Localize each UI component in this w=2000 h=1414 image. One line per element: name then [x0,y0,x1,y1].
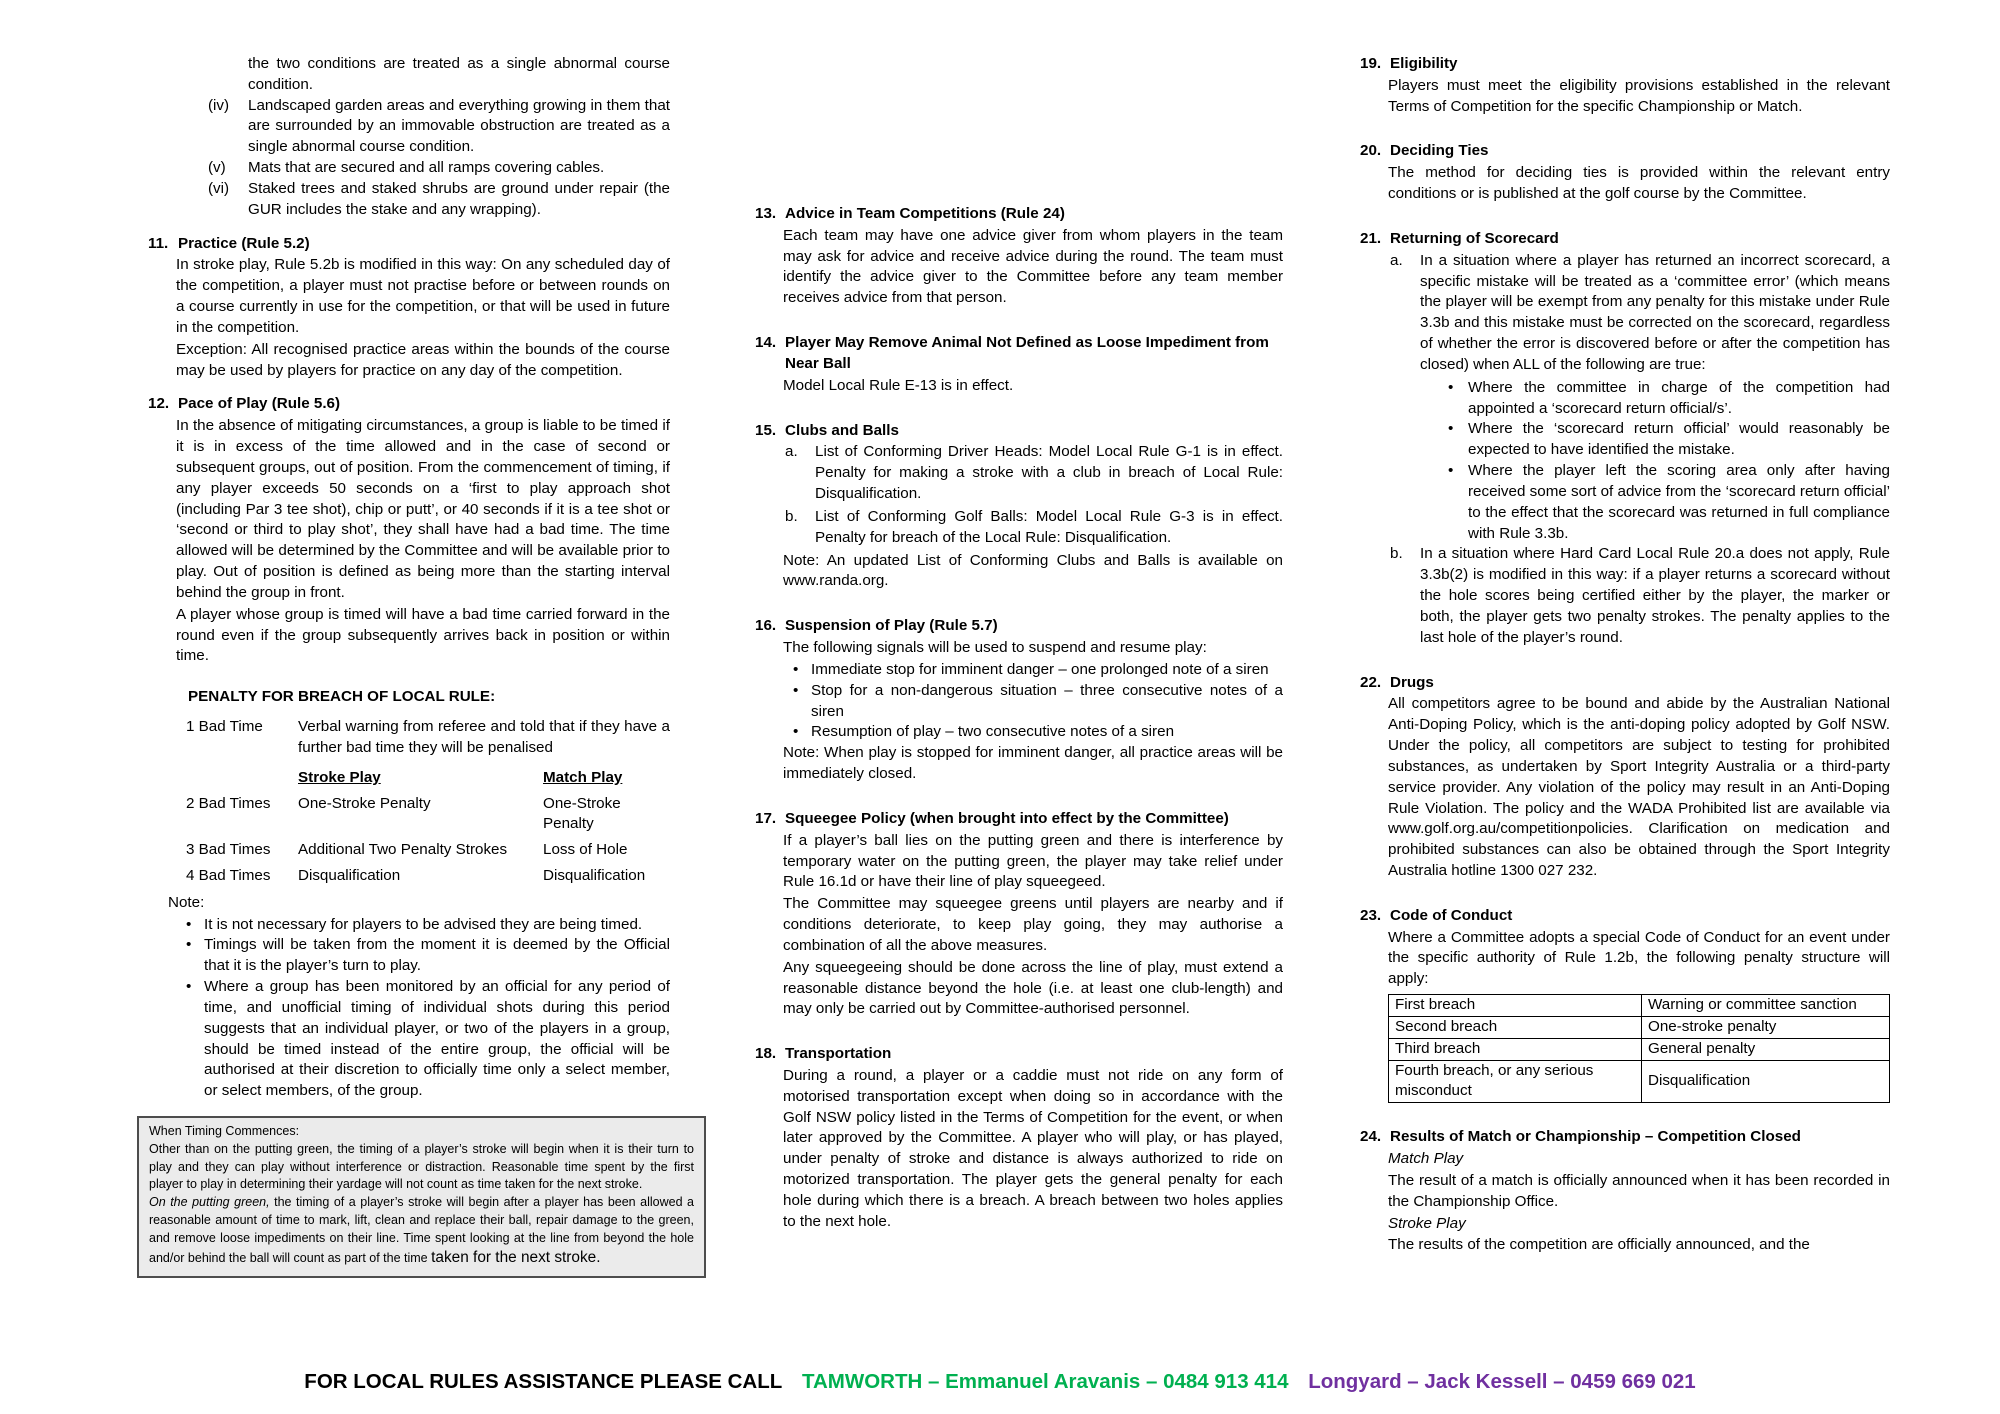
box-paragraph [149,1141,694,1194]
box-italic-lead: On the putting green, [149,1195,270,1210]
penalty-label-spacer [186,768,298,789]
list-item [208,179,670,221]
list-marker [208,54,248,96]
section-number: 21. [1360,229,1382,247]
bullet-marker: • [1448,378,1454,396]
section-heading [1360,673,1890,694]
section-heading [755,421,1283,442]
list-item [793,660,1283,681]
list-item [1448,461,1890,544]
list-item-text: In a situation where a player has returned an incorrect scorecard, a specific mistake will be treated as a ‘committee error’ (which means the player will be exempt from any penalty for this mistake under Rule 3.3b and this mistake must be corrected on the scorecard, regardless of whether the error is discovered before or after the competition has closed) when ALL of the following are true: [1420,251,1890,373]
penalty-match-play-value: One-Stroke Penalty [543,794,621,833]
paragraph: Exception: All recognised practice areas within the bounds of the course may be used by players for practice on any day of the competition. [176,340,670,379]
list-item [785,507,1283,549]
list-item [186,915,670,936]
list-item-text: List of Conforming Driver Heads: Model Local Rule G-1 is in effect. Penalty for making a stroke with a club in breach of Local Rule: Disqualification. [815,443,1283,503]
list-item-text: Resumption of play – two consecutive notes of a siren [811,723,1175,741]
list-item [1448,378,1890,420]
table-row [1389,995,1890,1017]
list-item-text: Immediate stop for imminent danger – one prolonged note of a siren [811,660,1269,678]
section-title: Drugs [1390,673,1434,691]
box-text: Other than on the putting green, the timing of a player’s stroke will begin when it is their turn to play and they can play without interference or distraction. Reasonable time spent by the first player to play in determining their yardage will not count as time taken for the next stroke. [149,1141,694,1192]
list-marker: a. [785,443,798,461]
section-title: Deciding Ties [1390,142,1489,160]
list-item [186,717,670,759]
section-number: 19. [1360,55,1382,72]
penalty-match-play-value: Disqualification [543,866,646,884]
section-title: Practice (Rule 5.2) [178,234,310,252]
paragraph: The result of a match is officially announced when it has been recorded in the Championship Office. [1388,1171,1890,1210]
penalty-label: 4 Bad Times [186,866,271,884]
paragraph: The method for deciding ties is provided within the relevant entry conditions or is published at the golf course by the Committee. [1388,164,1890,203]
section-heading [755,616,1283,637]
section-number: 14. [755,334,777,352]
code-of-conduct-table [1388,994,1890,1103]
footer-contact-tamworth: TAMWORTH – Emmanuel Aravanis – 0484 913 414 [801,1370,1289,1393]
penalty-stroke-play-column [298,768,543,789]
section-title: Results of Match or Championship – Competition Closed [1390,1128,1801,1146]
list-item [1448,419,1890,461]
list-item-text: Mats that are secured and all ramps covering cables. [248,159,605,177]
list-item-text: Where a group has been monitored by an official for any period of time, and unofficial timing of individual shots during this period suggests that an individual player, or two of the players in a group, should be timed instead of the entire group, the official will be authorised at their discretion to officially time only a select member, or select members, of the group. [204,978,670,1100]
paragraph: All competitors agree to be bound and abide by the Australian National Anti-Doping Policy, which is the anti-doping policy adopted by Golf NSW. Under the policy, all competitors are subject to testing for prohibited substances, as undertaken by Sport Integrity Australia or a third-party service provider. Any violation of the policy may result in an Anti-Doping Rule Violation. The policy and the WADA Prohibited list are available via www.golf.org.au/competitionpolicies. Clarification on medication and prohibited substances can also be obtained through the Sport Integrity Australia hotline 1300 027 232. [1388,695,1890,879]
section-number: 16. [755,617,777,635]
list-item-text: Verbal warning from referee and told that if they have a further bad time they will be penalised [298,718,670,756]
list-item [785,442,1283,504]
paragraph: PENALTY FOR BREACH OF LOCAL RULE: [188,688,496,706]
list-item-text: Landscaped garden areas and everything growing in them that are surrounded by an immovable obstruction are treated as a single abnormal course condition. [248,96,670,156]
penalty-stroke-play-value: One-Stroke Penalty [298,794,431,812]
table-cell: Warning or committee sanction [1642,995,1890,1017]
list-marker: (iv) [208,96,230,114]
section-title: Pace of Play (Rule 5.6) [178,395,341,413]
list-marker: b. [785,507,798,525]
paragraph: Model Local Rule E-13 is in effect. [783,376,1014,394]
paragraph: If a player’s ball lies on the putting green and there is interference by temporary water on the putting green, the player may take relief under Rule 16.1d or have their line of play squeegeed. [783,831,1283,891]
penalty-table [148,768,670,887]
list-item [1390,251,1890,376]
section-heading [148,234,670,255]
box-paragraph [149,1194,694,1269]
section-number: 18. [755,1045,777,1063]
list-item-text: Where the committee in charge of the competition had appointed a ‘scorecard return official/s’. [1468,378,1890,417]
section-title: Advice in Team Competitions (Rule 24) [785,205,1065,222]
section-title: Clubs and Balls [785,421,899,439]
timing-note-box [137,1116,706,1278]
paragraph: The following signals will be used to suspend and resume play: [783,639,1207,657]
stroke-play-header: Stroke Play [298,768,381,786]
section-heading [1360,141,1890,162]
list-marker: (vi) [208,179,230,197]
list-item [186,977,670,1102]
table-row [1389,1016,1890,1038]
table-cell: Fourth breach, or any serious misconduct [1389,1060,1642,1103]
list-item-text: Stop for a non-dangerous situation – three consecutive notes of a siren [811,681,1283,720]
list-marker: a. [1390,251,1403,269]
section-heading [755,809,1283,830]
section-title: Transportation [785,1045,892,1063]
match-play-header: Match Play [543,768,623,786]
section-heading [755,333,1283,375]
section-number: 13. [755,205,777,222]
section-number: 20. [1360,142,1382,160]
column-2 [755,54,1283,1234]
paragraph: Each team may have one advice giver from whom players in the team may ask for advice and receive advice during the round. The team must identify the advice giver to the Committee before any team member receives advice from that person. [783,226,1283,307]
list-item-text: Where the ‘scorecard return official’ would reasonably be expected to have identified the mistake. [1468,420,1890,459]
penalty-label: 3 Bad Times [186,841,271,859]
section-number: 11. [148,234,169,252]
column-1 [148,54,694,1278]
penalty-table-row [148,794,670,836]
paragraph: The Committee may squeegee greens until players are nearby and if conditions deteriorate, to keep play going, they may authorise a combination of all the above measures. [783,895,1283,954]
paragraph: In stroke play, Rule 5.2b is modified in this way: On any scheduled day of the competition, a player must not practise before or between rounds on a course currently in use for the competition, or that will be used in future in the competition. [176,256,670,336]
paragraph: Any squeegeeing should be done across the line of play, must extend a reasonable distance beyond the hole (i.e. at least one club-length) and may only be carried out by Committee-authorised personnel. [783,958,1283,1018]
table-cell: One-stroke penalty [1642,1016,1890,1038]
list-item-text: the two conditions are treated as a single abnormal course condition. [248,55,670,93]
bullet-marker: • [793,723,799,741]
table-cell: First breach [1389,995,1642,1017]
section-number: 12. [148,395,170,413]
paragraph: Match Play [1388,1150,1464,1168]
penalty-match-play-value: Loss of Hole [543,841,628,859]
paragraph: In the absence of mitigating circumstances, a group is liable to be timed if it is in excess of the time allowed and in the case of second or subsequent groups, out of position. From the commencement of timing, if any player exceeds 50 seconds on a ‘first to play approach shot (including Par 3 tee shot), chip or putt’, or 40 seconds if it is a tee shot or ‘second or third to play shot’, they shall have had a bad time. The time allowed will be determined by the Committee and will be available prior to play. Out of position is defined as being more than the starting interval behind the group in front. [176,417,670,601]
section-heading [1360,1127,1890,1148]
list-marker: b. [1390,545,1403,563]
bullet-marker: • [1448,462,1454,480]
list-item [208,54,670,96]
penalty-stroke-play-value: Disqualification [298,866,401,884]
table-cell: Disqualification [1642,1060,1890,1103]
paragraph: Note: An updated List of Conforming Clubs and Balls is available on www.randa.org. [783,551,1283,590]
paragraph: Note: When play is stopped for imminent danger, all practice areas will be immediately closed. [783,744,1283,783]
penalty-match-play-column [543,768,670,789]
section-number: 22. [1360,673,1382,691]
footer-contact-longyard: Longyard – Jack Kessell – 0459 669 021 [1308,1370,1696,1393]
list-marker: (v) [208,159,226,177]
paragraph: During a round, a player or a caddie must not ride on any form of motorised transportation except when doing so in accordance with the Golf NSW policy listed in the Terms of Competition for the event, or when later approved by the Committee. A player who will play, or has played, under penalty of stroke and distance is always authorized to ride on motorized transportation. The player gets the general penalty for each hole during which there is a breach. A breach between two holes applies to the next hole. [783,1066,1283,1230]
section-title: Player May Remove Animal Not Defined as Loose Impediment from Near Ball [785,334,1269,372]
section-heading [755,1044,1283,1065]
penalty-table-row [148,866,670,887]
column-3 [1360,54,1890,1257]
section-title: Code of Conduct [1390,906,1513,924]
list-item [186,935,670,977]
list-marker: 1 Bad Time [186,718,263,736]
section-title: Suspension of Play (Rule 5.7) [785,617,998,635]
list-item-text: List of Conforming Golf Balls: Model Local Rule G-3 is in effect. Penalty for breach of the Local Rule: Disqualification. [815,507,1283,546]
penalty-label: 2 Bad Times [186,794,271,812]
list-item [1390,544,1890,648]
section-heading [148,394,670,415]
box-large-tail: taken for the next stroke. [431,1249,601,1267]
penalty-table-row [148,840,670,861]
box-title: When Timing Commences: [149,1124,300,1139]
list-item [793,722,1283,743]
bullet-marker: • [793,681,799,699]
section-heading [1360,906,1890,927]
list-item-text: It is not necessary for players to be advised they are being timed. [204,915,643,933]
list-item-text: Staked trees and staked shrubs are ground under repair (the GUR includes the stake and any wrapping). [248,179,670,218]
table-cell: Third breach [1389,1038,1642,1060]
paragraph: Players must meet the eligibility provisions established in the relevant Terms of Competition for the specific Championship or Match. [1388,76,1890,115]
paragraph: Note: [168,893,205,911]
penalty-table-header-row [148,768,670,789]
footer-prefix: FOR LOCAL RULES ASSISTANCE PLEASE CALL [304,1370,783,1393]
box-text: the timing of a player’s stroke will begin after a player has been allowed a reasonable amount of time to mark, lift, clean and replace their ball, repair damage to the green, and remove loose impediments on their line. Time spent looking at the line from beyond the hole and/or behind the ball will count as part of the time [149,1195,694,1266]
bullet-marker: • [186,978,192,996]
section-heading [1360,54,1890,75]
footer-assistance-line [0,1368,2000,1396]
bullet-marker: • [186,936,192,954]
section-title: Returning of Scorecard [1390,229,1559,247]
table-row [1389,1060,1890,1103]
table-cell: Second breach [1389,1016,1642,1038]
list-item-text: In a situation where Hard Card Local Rule 20.a does not apply, Rule 3.3b(2) is modified in this way: if a player returns a scorecard without the hole scores being certified either by the player, the marker or both, the player gets two penalty strokes. The penalty applies to the last hole of the player’s round. [1420,545,1890,646]
section-number: 15. [755,421,777,439]
bullet-marker: • [186,915,192,933]
section-title: Eligibility [1390,55,1458,72]
section-heading [755,204,1283,225]
bullet-marker: • [1448,420,1454,438]
section-heading [1360,229,1890,250]
paragraph: A player whose group is timed will have a bad time carried forward in the round even if the group subsequently arrives back in position or within time. [176,605,670,665]
paragraph: Stroke Play [1388,1214,1466,1232]
section-number: 23. [1360,906,1382,924]
list-item [208,158,670,179]
section-number: 24. [1360,1128,1382,1146]
list-item [793,681,1283,723]
list-item-text: Timings will be taken from the moment it is deemed by the Official that it is the player’s turn to play. [204,936,670,975]
list-item [208,96,670,158]
paragraph: The results of the competition are officially announced, and the [1388,1236,1810,1254]
table-cell: General penalty [1642,1038,1890,1060]
paragraph: Where a Committee adopts a special Code of Conduct for an event under the specific authority of Rule 1.2b, the following penalty structure will apply: [1388,928,1890,988]
section-number: 17. [755,809,777,827]
penalty-stroke-play-value: Additional Two Penalty Strokes [298,841,508,859]
table-row [1389,1038,1890,1060]
list-item-text: Where the player left the scoring area only after having received some sort of advice from the ‘scorecard return official’ to the effect that the scorecard was returned in full compliance with Rule 3.3b. [1468,462,1890,542]
spacer [755,54,1283,204]
bullet-marker: • [793,660,799,678]
section-title: Squeegee Policy (when brought into effect by the Committee) [785,809,1229,827]
